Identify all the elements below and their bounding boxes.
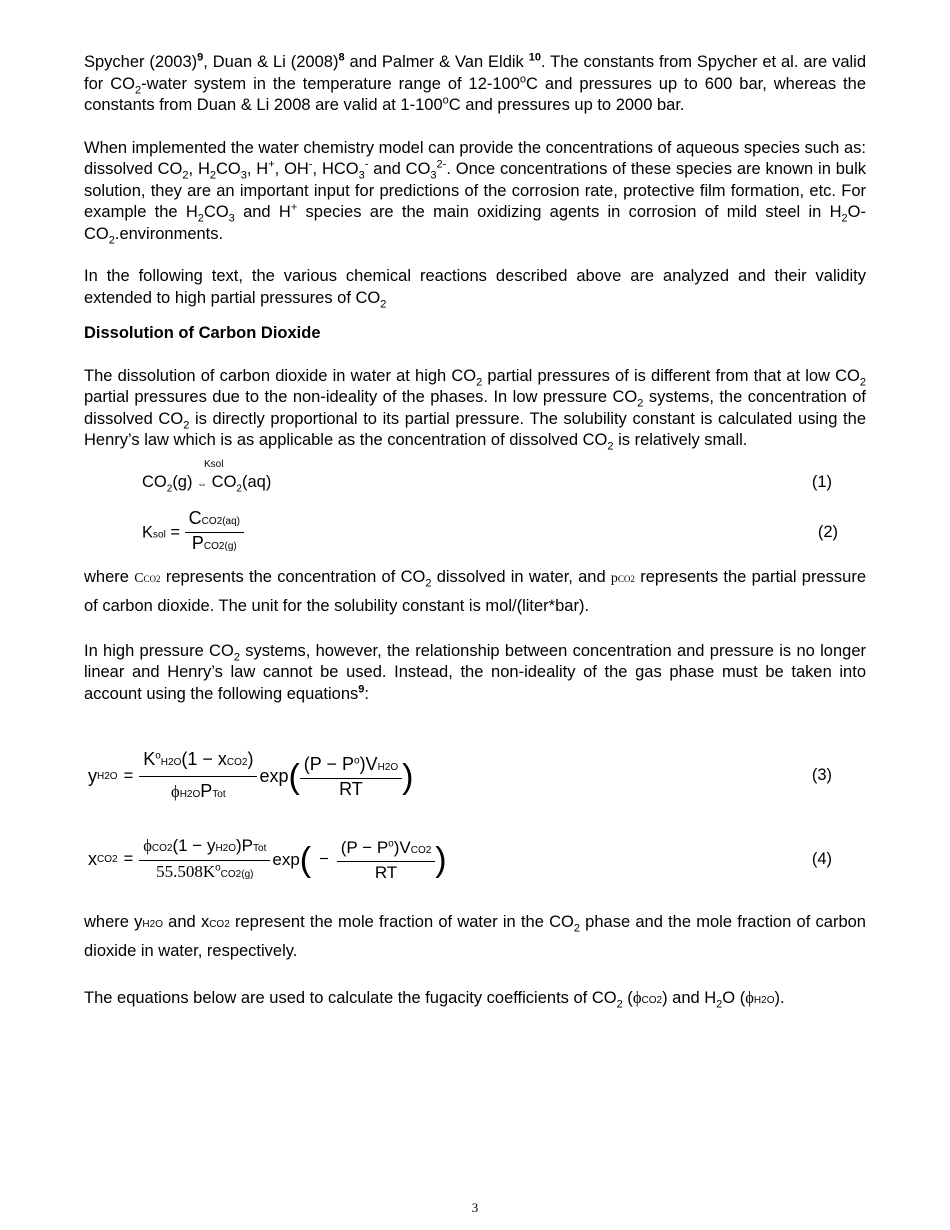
paragraph-fugacity: The equations below are used to calculate the fugacity coefficients of $CO_2$ (ϕCO2) and $H_2O$ (ϕH2O). xyxy=(84,988,785,1011)
paragraph-constants: Spycher $(2003)^9$, Duan & Li $(2008)^8$ and Palmer & Van Eldik $^{10}$. The constants from Spycher et al. are valid for $CO_2$-water system in the temperature range of 12-100$^o$C and pressures up to 600 bar, whereas the constants from Duan & Li 2008 are valid at 1-100$^o$C and pressures up to 2000 bar. xyxy=(84,51,867,114)
paragraph-high-pressure: In high pressure $CO_2$ systems, however, the relationship between concentration and pressure is no longer linear and Henry’s law cannot be used. Instead, the non-ideality of the gas phase must be taken into account using the following equations$^9$: xyxy=(84,641,867,703)
section-heading: Dissolution of Carbon Dioxide xyxy=(84,324,321,342)
paragraph-following-text: In the following text, the various chemical reactions described above are analyzed and their validity extended to high partial pressures of $CO_2$ xyxy=(84,267,866,310)
paragraph-water-chemistry: When implemented the water chemistry model can provide the concentrations of aqueous species such as: dissolved $CO_2$, $H_2CO_3$, H+, OH-, $HCO_3^-$ and $CO_3^{2-}$. Once concentrations of these species are known in bulk solution, they are an important input for predictions of the corrosion rate, protective film formation, etc. For example the $H_2CO_3$ and H+ species are the main oxidizing agents in corrosion of mild steel in $H_2O-CO_2.environments$. xyxy=(84,138,867,246)
equation-4: x CO2 = $\frac{\text{ϕCO2(1 − yH2O)PTot}}{55.508K^oCO2(g)}$ exp ( − $\frac{(P - P^o)VCO2}{RT}$ ) (4) xyxy=(88,836,832,882)
equation-3: y H2O = $\frac{K^oH2O(1 - xCO2)}{\text{ϕH2OPTot}}$ exp ( $\frac{(P - P^o)VH2O}{RT}$ ) (3) xyxy=(88,749,832,801)
equation-1: Ksol $CO_2(g)$ ⇔ $CO_2(aq)$ (1) xyxy=(142,458,832,494)
paragraph-dissolution: The dissolution of carbon dioxide in water at high $CO_2$ partial pressures of is different from that at low $CO_2$ partial pressures due to the non-ideality of the phases. In low pressure $CO_2$ systems, the concentration of dissolved $CO_2$ is directly proportional to its partial pressure. The solubility constant is calculated using the Henry’s law which is as applicable as the concentration of dissolved $CO_2$ is relatively small. xyxy=(84,366,866,453)
page-body xyxy=(84,52,866,1035)
paragraph-where-c: where CCO2 represents the concentration of $CO_2$ dissolved in water, and pCO2 represents the partial pressure of carbon dioxide. The unit for the solubility constant is mol/(liter*bar). xyxy=(84,567,866,615)
page-number: 3 xyxy=(471,1200,479,1215)
paragraph-where-y: where yH2O and xCO2 represent the mole fraction of water in the $CO_2$ phase and the mole fraction of carbon dioxide in water, respectively. xyxy=(84,913,866,960)
equation-2: Ksol = $\frac{\text{CCO2(aq)}}{\text{PCO2(g)}}$ (2) xyxy=(142,507,838,553)
